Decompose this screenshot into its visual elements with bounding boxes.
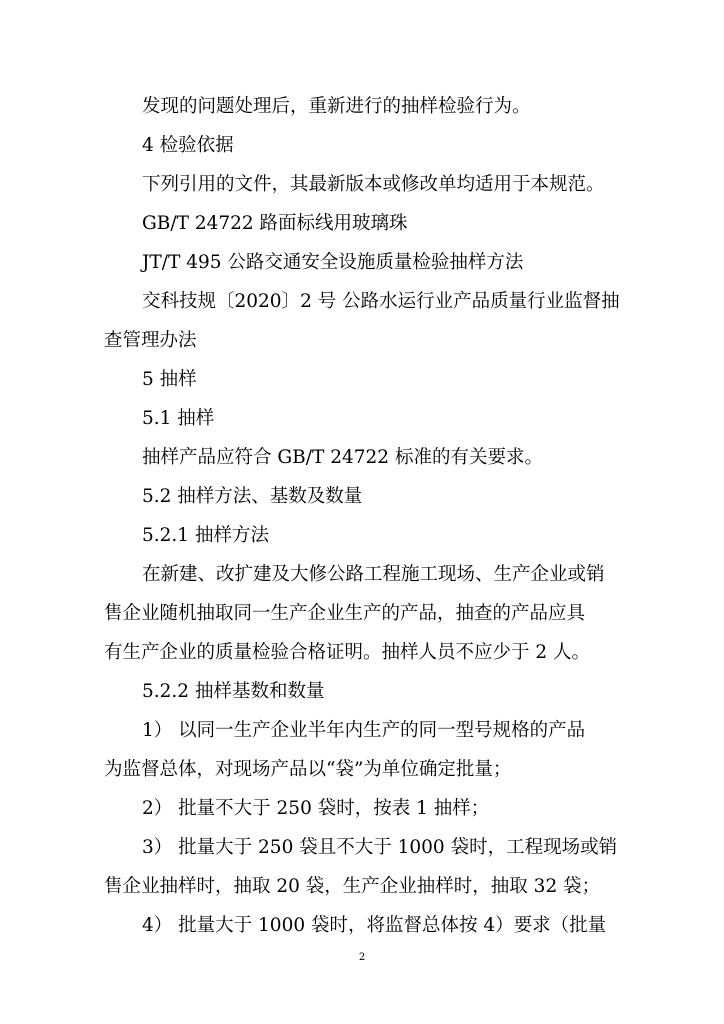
text-line: 售企业随机抽取同一生产企业生产的产品，抽查的产品应具 — [104, 603, 586, 624]
section-heading: 4 检验依据 — [142, 135, 234, 156]
text-line: 有生产企业的质量检验合格证明。抽样人员不应少于 2 人。 — [104, 642, 591, 663]
text-line: 发现的问题处理后，重新进行的抽样检验行为。 — [142, 96, 531, 117]
subsection-heading: 5.2.2 抽样基数和数量 — [142, 681, 325, 702]
list-item: 4） 批量大于 1000 袋时，将监督总体按 4）要求（批量 — [142, 915, 607, 936]
page-number: 2 — [358, 952, 366, 963]
text-line: 查管理办法 — [104, 330, 197, 351]
subsection-heading: 5.2 抽样方法、基数及数量 — [142, 486, 363, 507]
text-line: 为监督总体，对现场产品以“袋”为单位确定批量； — [104, 759, 512, 780]
reference-item: 交科技规〔2020〕2 号 公路水运行业产品质量行业监督抽 — [142, 291, 620, 312]
subsection-heading: 5.2.1 抽样方法 — [142, 525, 269, 546]
list-item: 2） 批量不大于 250 袋时，按表 1 抽样； — [142, 798, 490, 819]
text-line: 售企业抽样时，抽取 20 袋，生产企业抽样时，抽取 32 袋； — [104, 876, 601, 897]
text-line: 下列引用的文件，其最新版本或修改单均适用于本规范。 — [142, 174, 605, 195]
list-item: 1） 以同一生产企业半年内生产的同一型号规格的产品 — [142, 720, 586, 741]
subsection-heading: 5.1 抽样 — [142, 408, 215, 429]
text-line: 抽样产品应符合 GB/T 24722 标准的有关要求。 — [142, 447, 543, 468]
list-item: 3） 批量大于 250 袋且不大于 1000 袋时，工程现场或销 — [142, 837, 618, 858]
text-line: 在新建、改扩建及大修公路工程施工现场、生产企业或销 — [142, 564, 605, 585]
reference-item: GB/T 24722 路面标线用玻璃珠 — [142, 213, 408, 234]
section-heading: 5 抽样 — [142, 369, 197, 390]
reference-item: JT/T 495 公路交通安全设施质量检验抽样方法 — [142, 252, 524, 273]
